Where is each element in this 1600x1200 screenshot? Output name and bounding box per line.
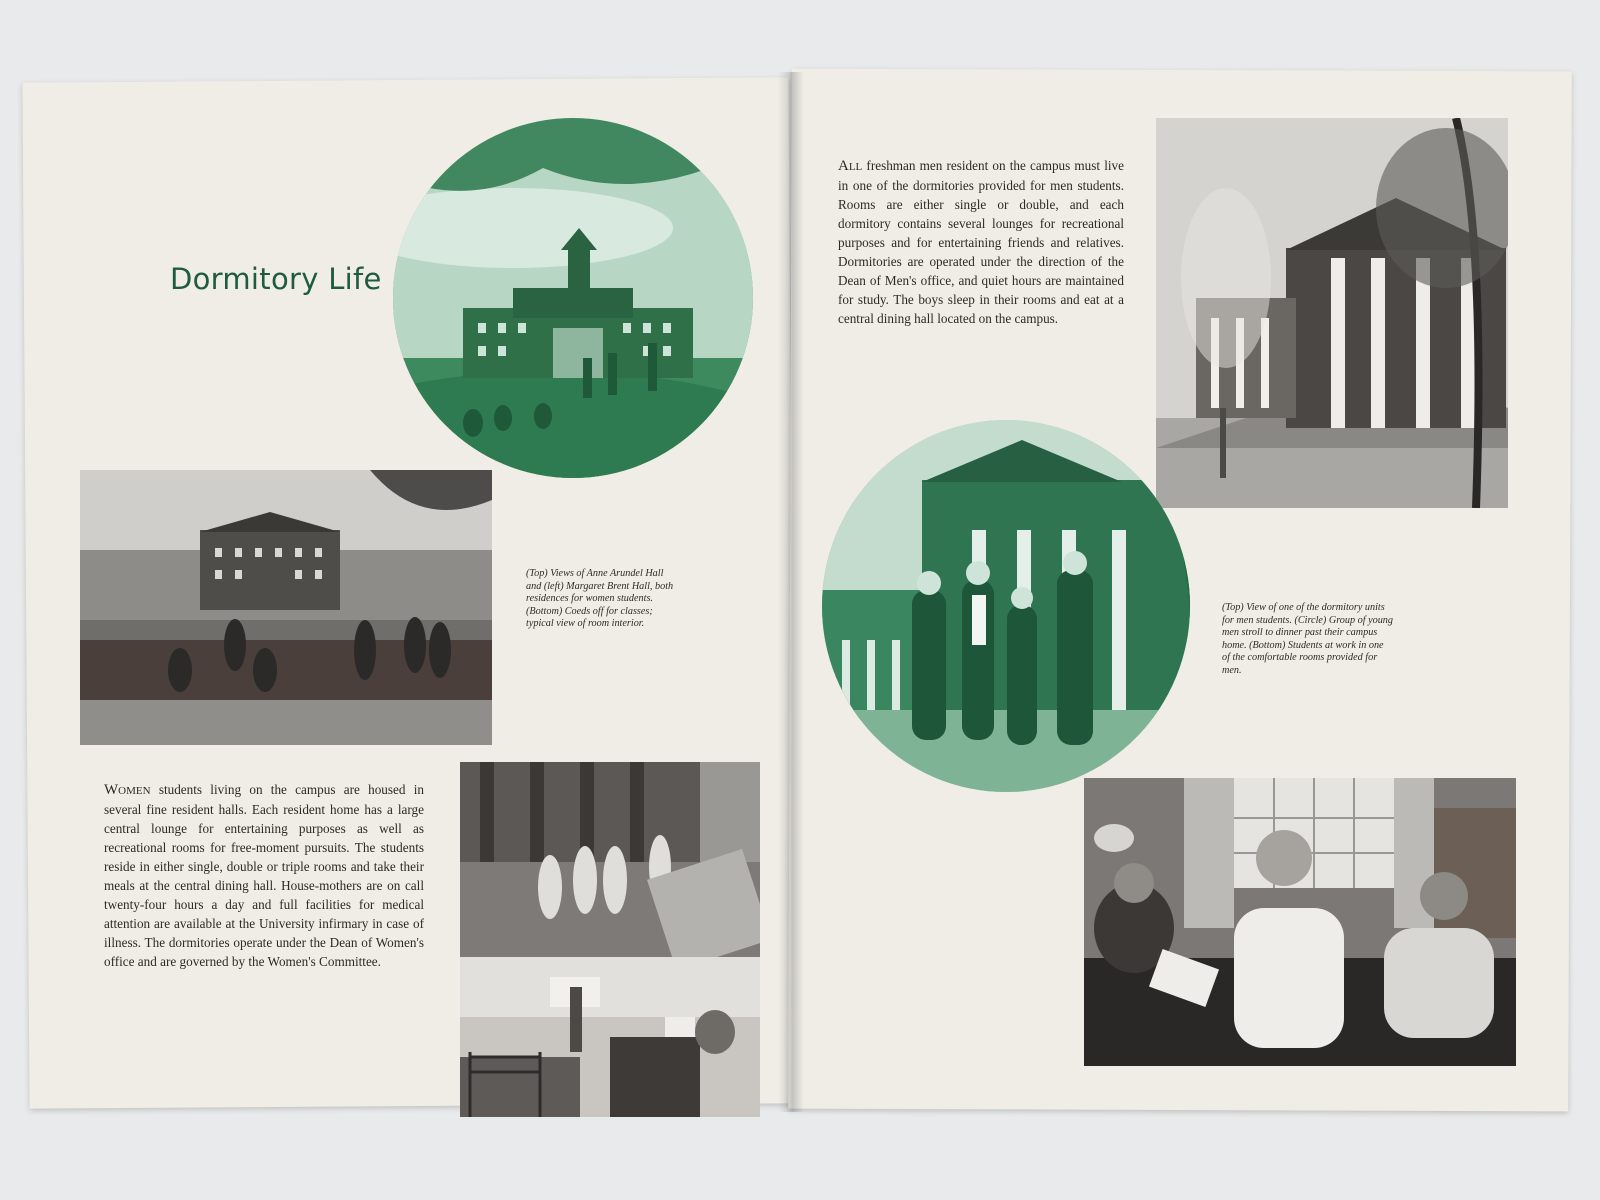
right-photo-caption: (Top) View of one of the dormitory units for men students. (Circle) Group of young men stroll to dinner past their campus home. (Bottom) Students at work in one of the comfortable rooms provided for men. bbox=[1222, 602, 1393, 676]
left-photo-caption: (Top) Views of Anne Arundel Hall and (left) Margaret Brent Hall, both residences for women students. (Bottom) Coeds off for classes; typical view of room interior. bbox=[526, 568, 674, 629]
coeds-off-to-class-photo bbox=[460, 762, 760, 957]
women-text-body: students living on the campus are housed in several fine resident halls. Each resident home has a large central lounge for entertaining purposes as well as recreational rooms for free-moment pursuits. The students reside in either single, double or triple rooms and take their meals at the central dining hall. House-mothers are on call twenty-four hours a day and full facilities for medical attention are available at the University infirmary in case of illness. The dormitories operate under the Dean of Women's office and are governed by the Women's Committee. bbox=[104, 782, 424, 969]
margaret-brent-hall-photo bbox=[80, 470, 492, 745]
anne-arundel-hall-photo bbox=[393, 118, 753, 478]
women-dormitory-text bbox=[104, 780, 424, 971]
students-studying-photo bbox=[1084, 778, 1516, 1066]
dorm-room-interior-photo bbox=[460, 957, 760, 1117]
men-text-lead: All bbox=[838, 158, 863, 174]
men-dormitory-unit-photo bbox=[1156, 118, 1508, 508]
men-dormitory-text bbox=[838, 156, 1124, 328]
men-strolling-to-dinner-photo bbox=[822, 420, 1190, 792]
binding-gutter bbox=[778, 72, 804, 1112]
women-text-lead: Women bbox=[104, 782, 151, 798]
page-title: Dormitory Life bbox=[170, 262, 382, 296]
men-text-body: freshman men resident on the campus must live in one of the dormitories provided for men students. Rooms are either single or double, and each dormitory contains several lounges for recreational purposes and for entertaining friends and relatives. Dormitories are operated under the direction of the Dean of Men's office, and quiet hours are maintained for study. The boys sleep in their rooms and eat at a central dining hall located on the campus. bbox=[838, 158, 1124, 326]
